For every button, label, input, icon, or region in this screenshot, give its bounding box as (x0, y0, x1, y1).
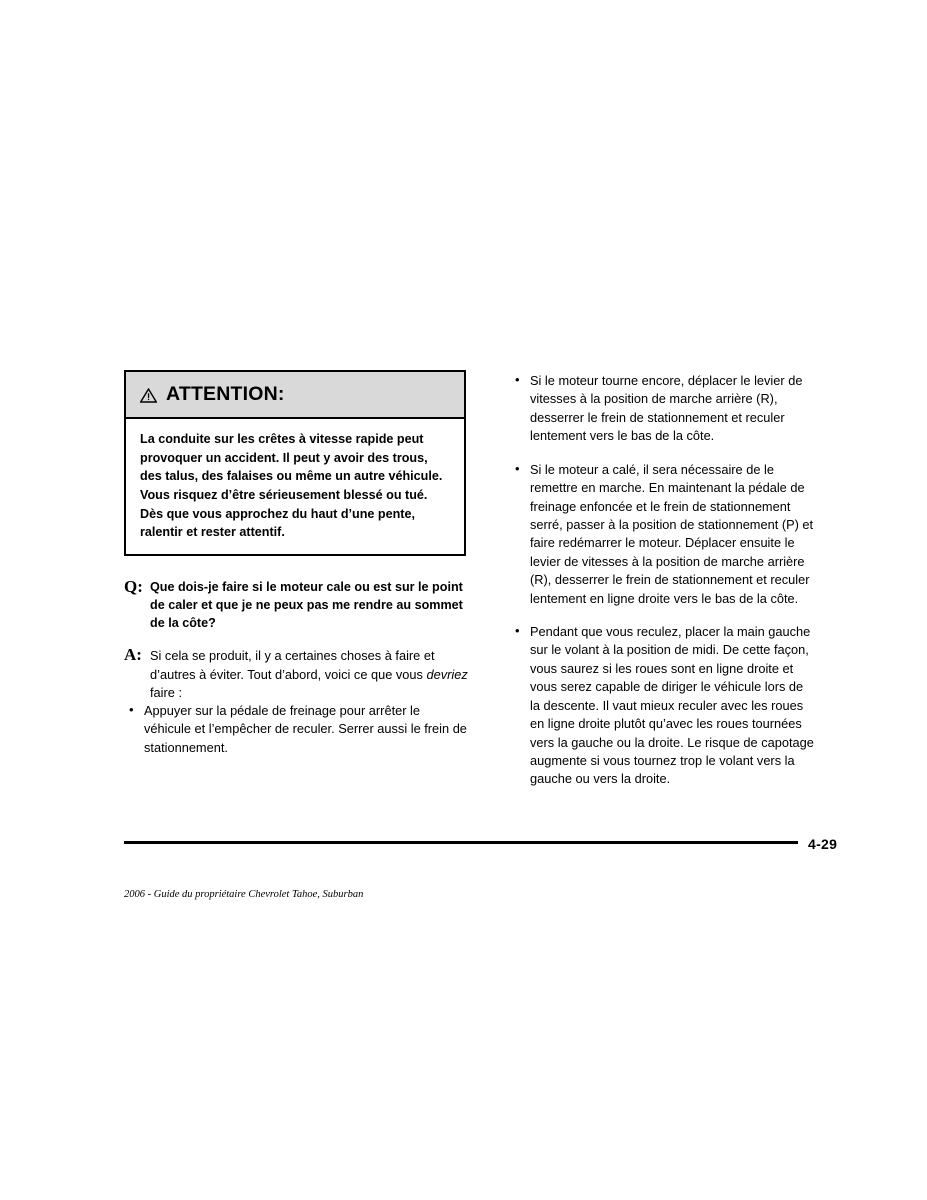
warning-triangle-icon (140, 388, 157, 403)
answer-text (150, 645, 470, 701)
page-columns (124, 370, 816, 789)
right-column (510, 370, 816, 789)
warning-header (126, 372, 464, 419)
question-row (124, 577, 470, 633)
answer-row (124, 645, 470, 701)
list-item: • Appuyer sur la pédale de freinage pour arrêter le véhicule et l’empêcher de reculer. Serrer aussi le frein de stationnement. (124, 702, 470, 757)
list-item: • Si le moteur a calé, il sera nécessaire de le remettre en marche. En maintenant la pédale de freinage enfoncée et le frein de stationnement serré, passer à la position de stationnement (P) et faire redémarrer le moteur. Déplacer ensuite le levier de vitesses à la position de marche arrière (R), desserrer le frein de stationnement et reculer lentement en ligne droite vers le bas de la côte. (510, 461, 816, 608)
right-bullet-list (510, 372, 816, 789)
footer-divider (124, 841, 798, 844)
list-item: • Si le moteur tourne encore, déplacer le levier de vitesses à la position de marche arrière (R), desserrer le frein de stationnement et reculer lentement vers le bas de la côte. (510, 372, 816, 446)
list-item: • Pendant que vous reculez, placer la main gauche sur le volant à la position de midi. De cette façon, vous saurez si les roues sont en ligne droite et vous serez capable de diriger le véhicule lors de la descente. Il vaut mieux reculer avec les roues en ligne droite plutôt qu’avec les roues tournées vers la gauche ou la droite. Le risque de capotage augmente si vous tournez trop le volant vers la gauche ou vers la droite. (510, 623, 816, 789)
left-column (124, 370, 470, 757)
warning-title: ATTENTION: (166, 383, 285, 405)
warning-callout (124, 370, 466, 556)
answer-marker: A: (124, 645, 142, 665)
answer-tail: faire : (150, 684, 183, 700)
page-number: 4-29 (808, 836, 838, 852)
document-credit: 2006 - Guide du propriétaire Chevrolet Tahoe, Suburban (124, 889, 364, 900)
answer-lead: Si cela se produit, il y a certaines choses à faire et d’autres à éviter. Tout d’abord, voici ce que vous (150, 648, 435, 682)
question-text: Que dois-je faire si le moteur cale ou est sur le point de caler et que je ne peux pas me rendre au sommet de la côte? (150, 579, 463, 630)
warning-body-text: La conduite sur les crêtes à vitesse rapide peut provoquer un accident. Il peut y avoir des trous, des talus, des falaises ou même un autre véhicule. Vous risquez d’être sérieusement blessé ou tué. Dès que vous approchez du haut d’une pente, ralentir et rester attentif. (140, 432, 443, 540)
question-marker: Q: (124, 576, 143, 596)
answer-emphasis: devriez (426, 666, 468, 682)
left-bullet-list (124, 702, 470, 757)
question-answer-block (124, 577, 470, 702)
